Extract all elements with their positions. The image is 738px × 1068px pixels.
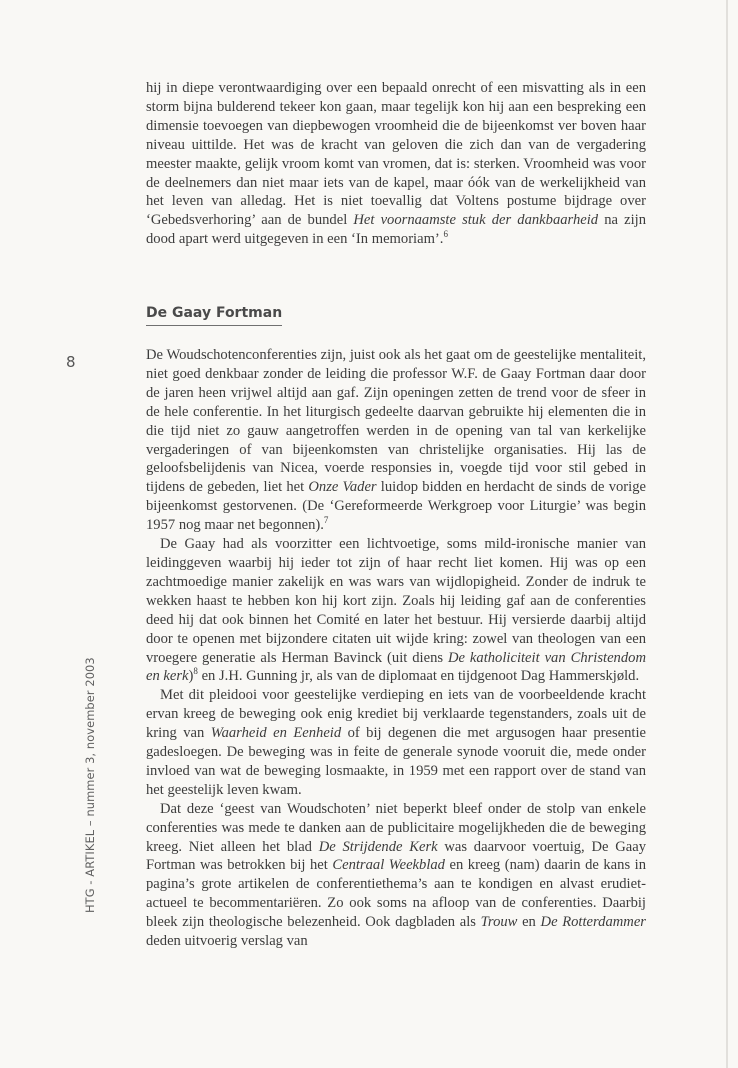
- footnote-ref[interactable]: 8: [193, 666, 198, 677]
- periodical-title: De Strijdende Kerk: [318, 838, 438, 855]
- text-run: Met dit pleidooi voor geestelijke verdieping en iets van de voorbeeldende kracht ervan kreeg de beweging ook enig krediet bij verklaarde tegenstanders, zoals uit de kring van: [146, 687, 646, 742]
- text-run: en kreeg (nam) daarin de kans in pagina’s grote artikelen de conferentiethema’s aan te kondigen en alvast erudiet-actueel te becommentariëren. Zo ook soms na afloop van de conferenties. Daarbij bleek zijn theologische belezenheid. Ook dagbladen als: [146, 857, 646, 931]
- periodical-title: Trouw: [480, 914, 518, 931]
- footnote-ref[interactable]: 7: [323, 515, 329, 526]
- footnote-ref[interactable]: 6: [443, 229, 448, 240]
- paragraph: [146, 686, 646, 799]
- book-title: Het voornaamste stuk der dankbaarheid: [353, 212, 599, 229]
- paragraph: [146, 346, 646, 535]
- italic-phrase: Onze Vader: [308, 479, 377, 496]
- paragraph: [146, 79, 646, 249]
- text-run: hij in diepe verontwaardiging over een bepaald onrecht of een misvatting als in een storm bijna bulderend tekeer kon gaan, maar tegelijk kon hij aan een bespreking een dimensie toevoegen van diepbewogen vroomheid die de bijeenkomst ver boven haar niveau uittilde. Het was de kracht van geloven die zich dan van de vergadering meester maakte, gelijk vroom komt van vromen, dat is: sterken. Vroomheid was voor de deelnemers dan niet maar iets van de kapel, maar óók van de werkelijkheid van het leven van alledag. Het is niet toevallig dat Voltens postume bijdrage over ‘Gebedsverhoring’ aan de bundel: [146, 80, 646, 229]
- text-run: na zijn dood apart werd uitgegeven in een ‘In memoriam’.: [146, 212, 646, 248]
- text-run: of bij degenen die met argusogen haar presentie gadesloegen. De beweging was in feite de generale synode vooruit die, mede onder invloed van wat de beweging losmaakte, in 1959 met een rapport over de stand van het geestelijk leven kwam.: [146, 725, 646, 798]
- italic-phrase: Waarheid en Eenheid: [210, 725, 342, 742]
- text-run: ): [188, 668, 194, 685]
- text-run: luidop bidden en herdacht de sinds de vorige bijeenkomst gestorvenen. (De ‘Gereformeerde Werkgroep voor Liturgie’ was begin 1957 nog maar net begonnen).: [146, 479, 646, 534]
- paragraph: [146, 800, 646, 951]
- periodical-title: De Rotterdammer: [540, 914, 646, 931]
- book-title: De katholiciteit van Christendom en kerk: [146, 649, 646, 685]
- text-run: Dat deze ‘geest van Woudschoten’ niet beperkt bleef onder de stolp van enkele conferenties was mede te danken aan de publicitaire mogelijkheden die de beweging kreeg. Niet alleen het blad: [146, 800, 646, 855]
- section-heading-wrap: [146, 302, 282, 326]
- text-run: was daarvoor voertuig, De Gaay Fortman was betrokken bij het: [146, 838, 647, 874]
- paragraph: [146, 535, 646, 686]
- section-heading: De Gaay Fortman: [146, 305, 282, 326]
- running-footer: HTG - ARTIKEL – nummer 3, november 2003: [83, 657, 97, 913]
- page-edge: [726, 0, 728, 1068]
- intro-paragraph-block: [146, 79, 646, 249]
- page-number: 8: [66, 353, 76, 371]
- text-run: deden uitvoerig verslag van: [146, 933, 308, 950]
- periodical-title: Centraal Weekblad: [332, 857, 445, 874]
- body-text: [146, 346, 646, 951]
- text-run: De Gaay had als voorzitter een lichtvoetige, soms mild-ironische manier van leidinggeven waarbij hij ieder tot zijn of haar recht liet komen. Hij was op een zachtmoedige manier zakelijk en was wars van wijdlopigheid. Zonder de indruk te wekken haast te hebben kon hij kort zijn. Zoals hij leiding gaf aan de conferenties deed hij dat ook binnen het Comité en later het bestuur. Hij versierde daarbij altijd door te openen met bijzondere citaten uit wijde kring: zowel van theologen van een vroegere generatie als Herman Bavinck (uit diens: [146, 536, 646, 666]
- text-run: en: [517, 914, 541, 931]
- text-run: en J.H. Gunning jr, als van de diplomaat en tijdgenoot Dag Hammerskjøld.: [197, 668, 640, 685]
- text-run: De Woudschotenconferenties zijn, juist ook als het gaat om de geestelijke mentaliteit, niet goed denkbaar zonder de leiding die professor W.F. de Gaay Fortman daar door de jaren heen vrijwel altijd aan gaf. Zijn openingen zetten de trend voor de sfeer in de hele conferentie. In het liturgisch gedeelte daarvan gebruikte hij elementen die in die tijd niet zo gauw aangetroffen werden in de opening van tal van kerkelijke vergaderingen of van bijeenkomsten van christelijke organisaties. Hij las de geloofsbelijdenis van Nicea, voerde responsies in, voegde tijd voor stil gebed in tijdens de gebeden, liet het: [146, 347, 646, 496]
